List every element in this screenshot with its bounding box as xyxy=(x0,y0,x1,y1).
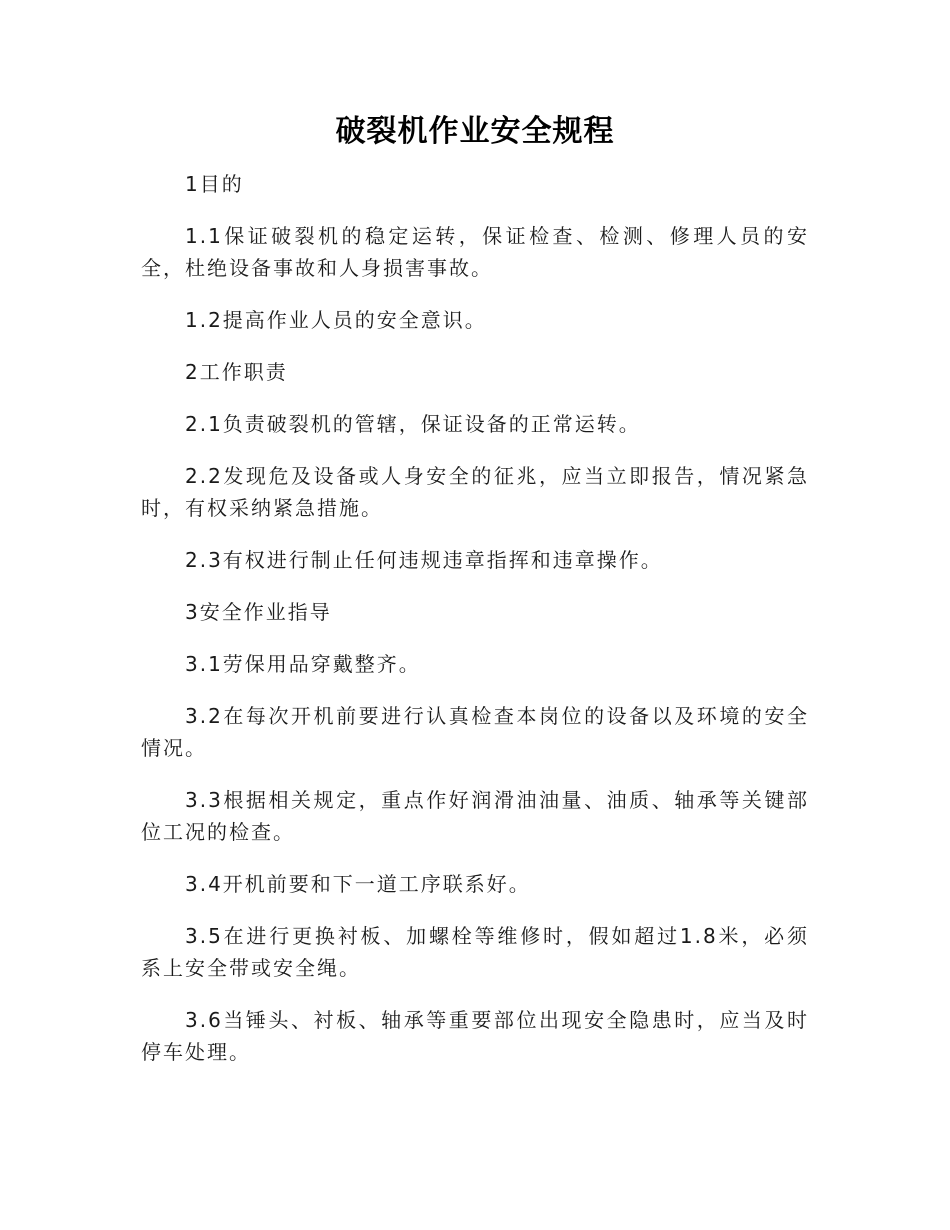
paragraph-3-2: 3.2在每次开机前要进行认真检查本岗位的设备以及环境的安全情况。 xyxy=(141,704,809,760)
paragraph-3-4: 3.4开机前要和下一道工序联系好。 xyxy=(185,872,531,896)
paragraph-2-1: 2.1负责破裂机的管辖，保证设备的正常运转。 xyxy=(185,412,641,436)
paragraph-1-2: 1.2提高作业人员的安全意识。 xyxy=(185,308,487,332)
section-heading-safety-guidance: 3安全作业指导 xyxy=(185,600,332,624)
document-body xyxy=(141,168,809,1088)
section-heading-purpose: 1目的 xyxy=(185,172,244,196)
paragraph-3-3: 3.3根据相关规定，重点作好润滑油油量、油质、轴承等关键部位工况的检查。 xyxy=(141,788,809,844)
paragraph-2-2: 2.2发现危及设备或人身安全的征兆，应当立即报告，情况紧急时，有权采纳紧急措施。 xyxy=(141,464,809,520)
document-title: 破裂机作业安全规程 xyxy=(335,114,615,149)
paragraph-3-1: 3.1劳保用品穿戴整齐。 xyxy=(185,652,421,676)
paragraph-1-1: 1.1保证破裂机的稳定运转，保证检查、检测、修理人员的安全，杜绝设备事故和人身损害事故。 xyxy=(141,224,809,280)
paragraph-3-6: 3.6当锤头、衬板、轴承等重要部位出现安全隐患时，应当及时停车处理。 xyxy=(141,1008,809,1064)
paragraph-3-5: 3.5在进行更换衬板、加螺栓等维修时，假如超过1.8米，必须系上安全带或安全绳。 xyxy=(141,924,809,980)
paragraph-2-3: 2.3有权进行制止任何违规违章指挥和违章操作。 xyxy=(185,548,663,572)
section-heading-duties: 2工作职责 xyxy=(185,360,288,384)
